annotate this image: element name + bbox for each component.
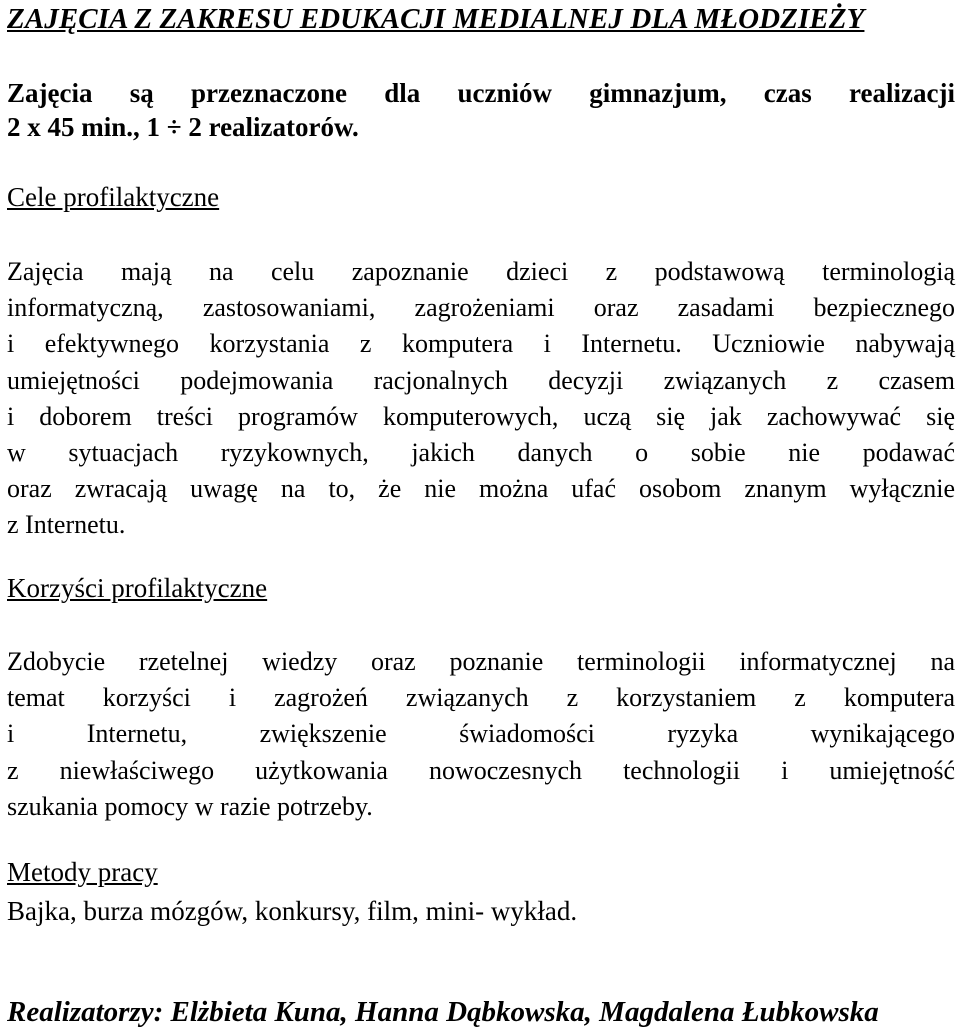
section-heading-cele: Cele profilaktyczne <box>7 182 220 212</box>
intro-paragraph <box>7 76 955 144</box>
paragraph-line: i doborem treści programów komputerowych, uczą się jak zachowywać się <box>7 401 955 431</box>
intro-line-1: Zajęcia są przeznaczone dla uczniów gimnazjum, czas realizacji <box>7 78 955 108</box>
paragraph-line: z niewłaściwego użytkowania nowoczesnych technologii i umiejętność <box>7 755 955 785</box>
paragraph-line: szukania pomocy w razie potrzeby. <box>7 791 373 821</box>
section-heading-metody: Metody pracy <box>7 857 158 887</box>
paragraph-line: i efektywnego korzystania z komputera i Internetu. Uczniowie nabywają <box>7 329 955 359</box>
section-paragraph-cele <box>7 254 955 544</box>
section-paragraph-korzysci <box>7 644 955 825</box>
paragraph-line: oraz zwracają uwagę na to, że nie można ufać osobom znanym wyłącznie <box>7 474 955 504</box>
authors-line: Realizatorzy: Elżbieta Kuna, Hanna Dąbkowska, Magdalena Łubkowska <box>7 996 879 1028</box>
paragraph-line: w sytuacjach ryzykownych, jakich danych o sobie nie podawać <box>7 438 955 468</box>
section-heading-korzysci: Korzyści profilaktyczne <box>7 573 268 603</box>
paragraph-line: Zdobycie rzetelnej wiedzy oraz poznanie terminologii informatycznej na <box>7 647 955 676</box>
paragraph-line: temat korzyści i zagrożeń związanych z korzystaniem z komputera <box>7 683 955 713</box>
document-title: ZAJĘCIA Z ZAKRESU EDUKACJI MEDIALNEJ DLA MŁODZIEŻY <box>7 3 865 35</box>
paragraph-line: umiejętności podejmowania racjonalnych decyzji związanych z czasem <box>7 365 955 395</box>
paragraph-line: informatyczną, zastosowaniami, zagrożeniami oraz zasadami bezpiecznego <box>7 293 955 323</box>
paragraph-line: i Internetu, zwiększenie świadomości ryzyka wynikającego <box>7 719 955 749</box>
paragraph-line: Zajęcia mają na celu zapoznanie dzieci z podstawową terminologią <box>7 257 955 286</box>
paragraph-line: z Internetu. <box>7 510 126 540</box>
intro-line-2: 2 x 45 min., 1 ÷ 2 realizatorów. <box>7 112 359 142</box>
section-text-metody: Bajka, burza mózgów, konkursy, film, mini- wykład. <box>7 896 578 926</box>
